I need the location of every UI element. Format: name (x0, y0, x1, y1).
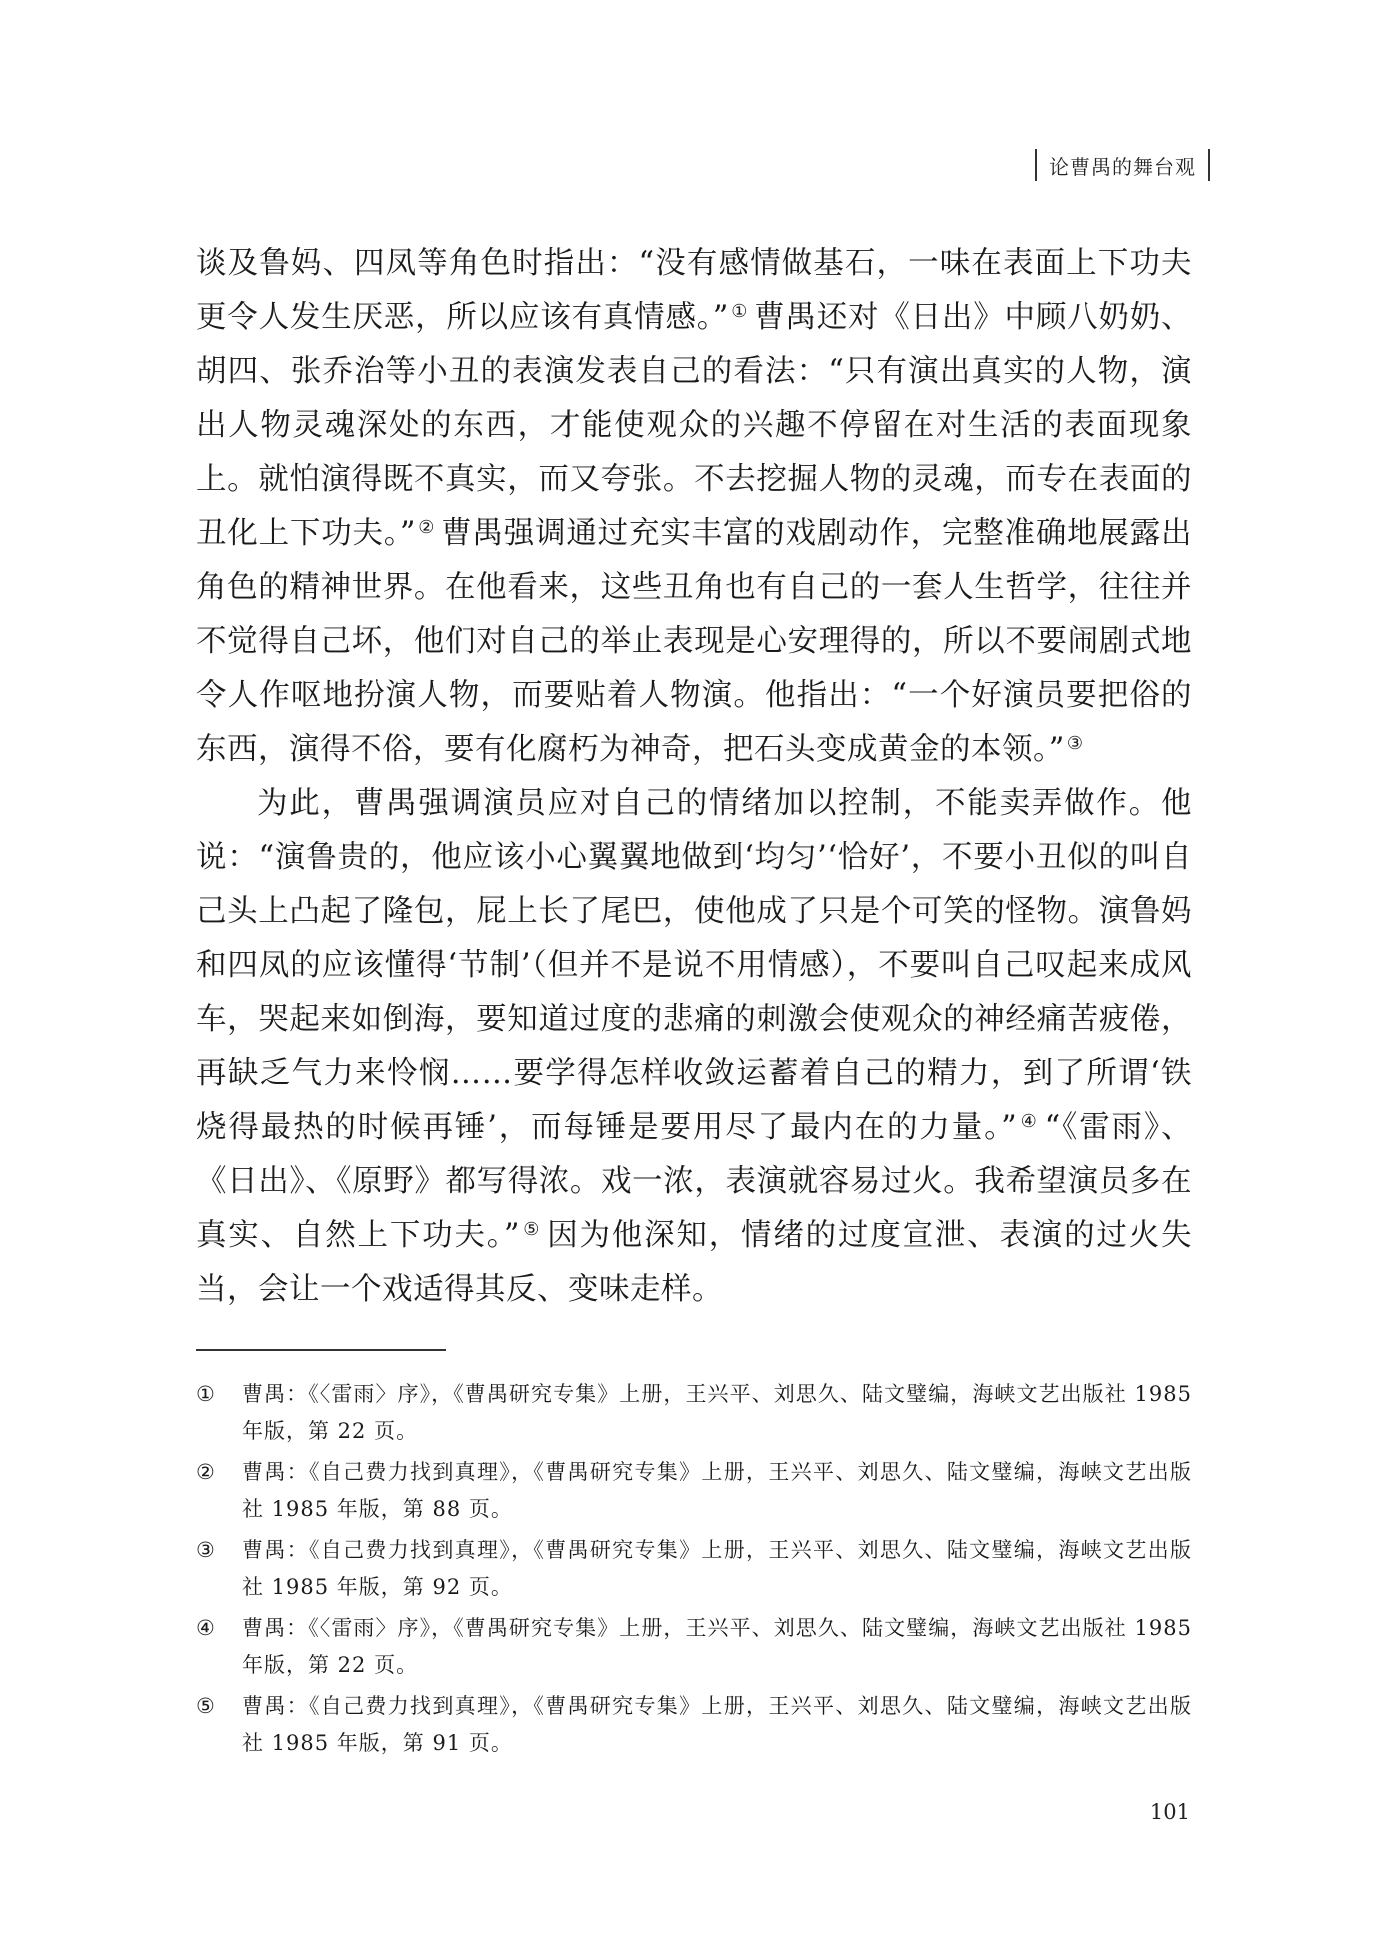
paragraph-2-sentence-1: 为此，曹禺强调演员应对自己的情绪加以控制，不能卖弄做作。他说：“演鲁贵的，他应该小心翼翼地做到‘均匀’‘恰好’，不要小丑似的叫自己头上凸起了隆包，屁上长了尾巴，使他成了只是个可笑的怪物。演鲁妈和四凤的应该懂得‘节制’（但并不是说不用情感），不要叫自己叹起来成风车，哭起来如倒海，要知道过度的悲痛的刺激会使观众的神经痛苦疲倦，再缺乏气力来怜悯……要学得怎样收敛运蓄着自己的精力，到了所谓‘铁烧得最热的时候再锤’，而每锤是要用尽了最内在的力量。” (196, 786, 1192, 1145)
footnote-text: 曹禺：《自己费力找到真理》，《曹禺研究专集》上册，王兴平、刘思久、陆文璧编，海峡文艺出版社 1985 年版，第 92 页。 (242, 1538, 1192, 1599)
paragraph-2 (196, 777, 1192, 1317)
paragraph-1-sentence-1: 谈及鲁妈、四凤等角色时指出：“没有感情做基石，一味在表面上下功夫更令人发生厌恶，所以应该有真情感。” (196, 246, 1192, 335)
footnote-text: 曹禺：《〈雷雨〉序》，《曹禺研究专集》上册，王兴平、刘思久、陆文璧编，海峡文艺出版社 1985 年版，第 22 页。 (242, 1616, 1192, 1677)
footnote-item (196, 1610, 1192, 1684)
footnote-text: 曹禺：《自己费力找到真理》，《曹禺研究专集》上册，王兴平、刘思久、陆文璧编，海峡文艺出版社 1985 年版，第 88 页。 (242, 1460, 1192, 1521)
footnote-marker: ② (196, 1460, 215, 1484)
footnote-ref-1[interactable]: ① (730, 301, 749, 322)
footnote-ref-4[interactable]: ④ (1019, 1111, 1039, 1132)
footnote-text: 曹禺：《〈雷雨〉序》，《曹禺研究专集》上册，王兴平、刘思久、陆文璧编，海峡文艺出版社 1985 年版，第 22 页。 (242, 1382, 1192, 1443)
footnote-marker: ⑤ (196, 1694, 215, 1718)
footnote-separator (196, 1349, 446, 1351)
page-number: 101 (1149, 1800, 1190, 1824)
running-header (1035, 146, 1210, 184)
footnote-item (196, 1376, 1192, 1450)
footnote-ref-2[interactable]: ② (417, 517, 436, 538)
footnote-item (196, 1454, 1192, 1528)
footnote-item (196, 1532, 1192, 1606)
footnote-ref-5[interactable]: ⑤ (521, 1219, 542, 1240)
paragraph-2-sentence-2: “《雷雨》、《日出》、《原野》都写得浓。戏一浓，表演就容易过火。我希望演员多在真实、自然上下功夫。” (196, 1110, 1193, 1253)
running-header-title: 论曹禺的舞台观 (1049, 154, 1196, 179)
footnote-marker: ① (196, 1382, 215, 1406)
paragraph-2-sentence-3: 因为他深知，情绪的过度宣泄、表演的过火失当，会让一个戏适得其反、变味走样。 (196, 1218, 1193, 1307)
body-text (196, 237, 1192, 1317)
header-right-rule (1208, 149, 1210, 181)
paragraph-1 (196, 237, 1192, 777)
footnotes (196, 1376, 1192, 1766)
footnote-item (196, 1688, 1192, 1762)
paragraph-1-sentence-2: 曹禺还对《日出》中顾八奶奶、胡四、张乔治等小丑的表演发表自己的看法：“只有演出真实的人物，演出人物灵魂深处的东西，才能使观众的兴趣不停留在对生活的表面现象上。就怕演得既不真实，而又夸张。不去挖掘人物的灵魂，而专在表面的丑化上下功夫。” (196, 300, 1193, 551)
footnote-marker: ③ (196, 1538, 215, 1562)
footnote-text: 曹禺：《自己费力找到真理》，《曹禺研究专集》上册，王兴平、刘思久、陆文璧编，海峡文艺出版社 1985 年版，第 91 页。 (242, 1694, 1192, 1755)
paragraph-1-sentence-3: 曹禺强调通过充实丰富的戏剧动作，完整准确地展露出角色的精神世界。在他看来，这些丑角也有自己的一套人生哲学，往往并不觉得自己坏，他们对自己的举止表现是心安理得的，所以不要闹剧式地令人作呕地扮演人物，而要贴着人物演。他指出：“一个好演员要把俗的东西，演得不俗，要有化腐朽为神奇，把石头变成黄金的本领。” (196, 516, 1193, 767)
footnote-marker: ④ (196, 1616, 215, 1640)
footnote-ref-3[interactable]: ③ (1066, 733, 1084, 754)
